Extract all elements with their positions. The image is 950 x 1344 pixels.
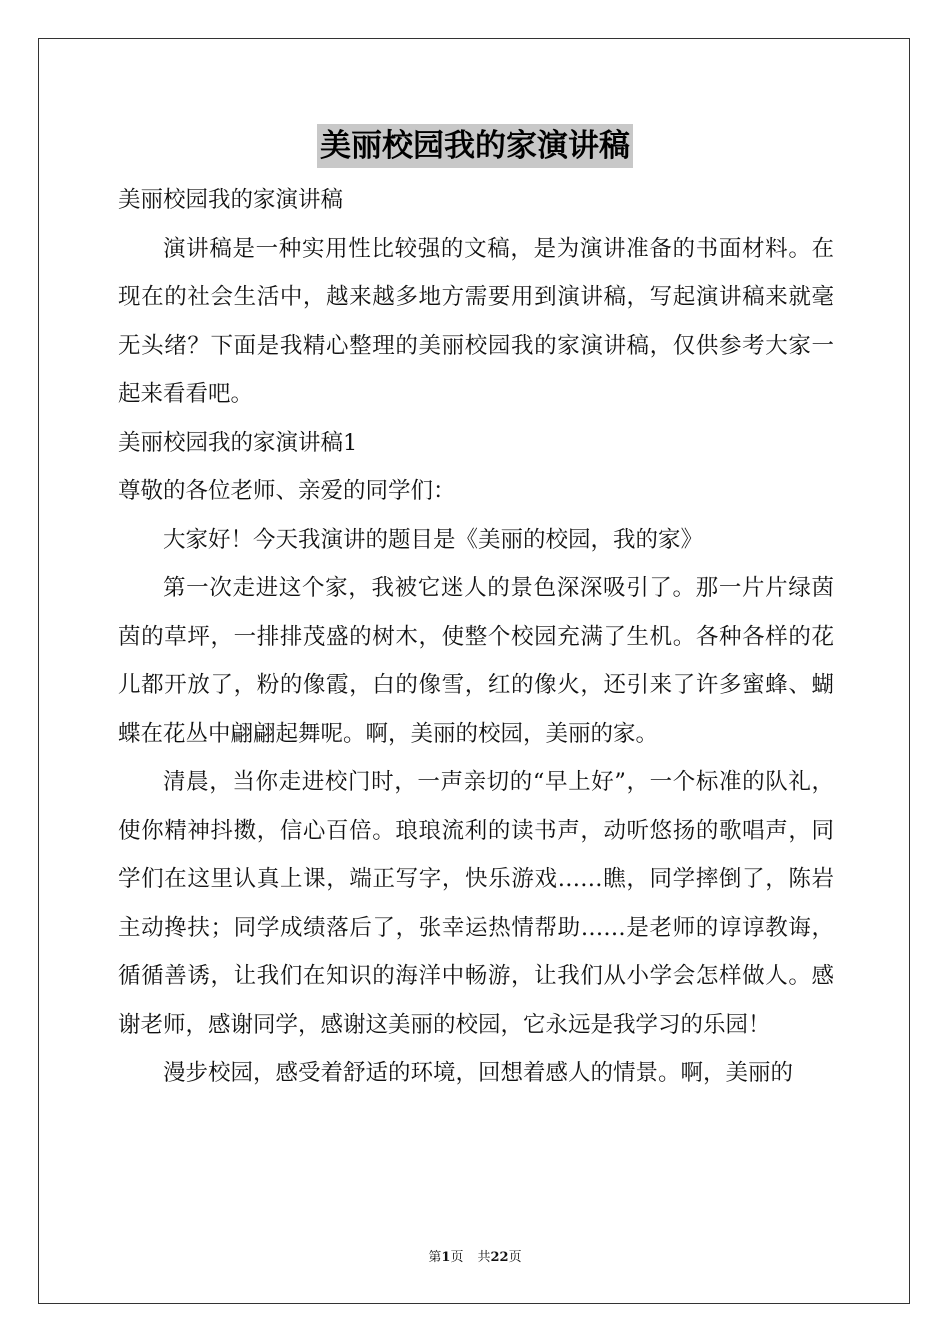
paragraph: 第一次走进这个家，我被它迷人的景色深深吸引了。那一片片绿茵茵的草坪，一排排茂盛的树木，使整个校园充满了生机。各种各样的花儿都开放了，粉的像霞，白的像雪，红的像火，还引来了许多蜜蜂、蝴蝶在花丛中翩翩起舞呢。啊，美丽的校园，美丽的家。 [118,575,834,747]
paragraph: 清晨，当你走进校门时，一声亲切的“早上好”，一个标准的队礼，使你精神抖擞，信心百倍。琅琅流利的读书声，动听悠扬的歌唱声，同学们在这里认真上课，端正写字，快乐游戏……瞧，同学摔倒了，陈岩主动搀扶；同学成绩落后了，张幸运热情帮助……是老师的谆谆教诲，循循善诱，让我们在知识的海洋中畅游，让我们从小学会怎样做人。感谢老师，感谢同学，感谢这美丽的校园，它永远是我学习的乐园！ [118,769,834,1038]
page-number-prefix: 第 [428,1250,442,1265]
page-number-suffix: 页 [450,1250,464,1265]
paragraph: 大家好！今天我演讲的题目是《美丽的校园，我的家》 [163,526,704,553]
page-number-current: 1 [441,1250,451,1265]
paragraph: 美丽校园我的家演讲稿1 [118,429,358,456]
paragraph: 尊敬的各位老师、亲爱的同学们： [118,478,456,504]
paragraph: 美丽校园我的家演讲稿 [118,187,344,213]
page-footer [0,1250,950,1266]
paragraph: 漫步校园，感受着舒适的环境，回想着感人的情景。啊，美丽的 [163,1060,794,1086]
total-pages-suffix: 页 [508,1250,522,1265]
total-pages-prefix: 共 [477,1250,491,1265]
paragraph: 演讲稿是一种实用性比较强的文稿，是为演讲准备的书面材料。在现在的社会生活中，越来越多地方需要用到演讲稿，写起演讲稿来就毫无头绪？下面是我精心整理的美丽校园我的家演讲稿，仅供参考大家一起来看看吧。 [118,235,834,407]
total-pages-count: 22 [490,1250,509,1265]
document-title: 美丽校园我的家演讲稿 [317,124,633,168]
title-container [0,124,950,168]
document-body [118,176,834,1098]
